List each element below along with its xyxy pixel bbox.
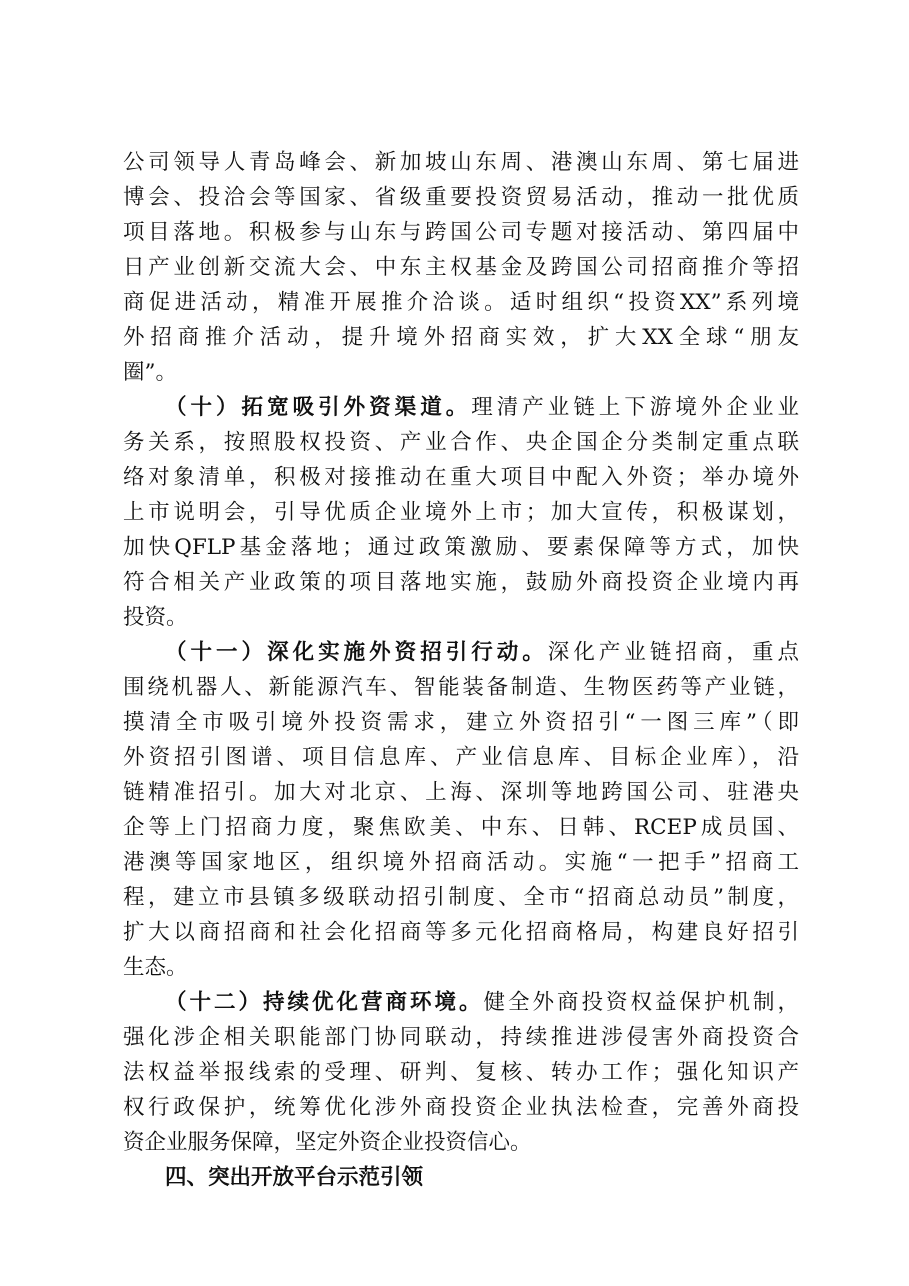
paragraph-line: 资企业服务保障，坚定外资企业投资信心。 (123, 1130, 532, 1155)
paragraph-line: 外招商推介活动，提升境外招商实效，扩大XX全球“朋友 (123, 325, 799, 350)
paragraph-line: 围绕机器人、新能源汽车、智能装备制造、生物医药等产业链， (123, 675, 799, 700)
section-10-first-line (165, 391, 799, 425)
paragraph-line: 务关系，按照股权投资、产业合作、央企国企分类制定重点联 (123, 430, 799, 455)
section-12-first-line-text: 健全外商投资权益保护机制， (483, 990, 799, 1015)
section-10-first-line-text: 理清产业链上下游境外企业业 (471, 395, 799, 420)
section-11-first-line (165, 636, 799, 670)
paragraph-line: 链精准招引。加大对北京、上海、深圳等地跨国公司、驻港央 (123, 780, 799, 805)
paragraph-line: 权行政保护，统筹优化涉外商投资企业执法检查，完善外商投 (123, 1095, 799, 1120)
section-11-heading: （十一）深化实施外资招引行动。 (165, 640, 548, 665)
paragraph-line: 外资招引图谱、项目信息库、产业信息库、目标企业库），沿 (123, 745, 799, 770)
section-12-heading: （十二）持续优化营商环境。 (165, 990, 484, 1015)
paragraph-line: 程，建立市县镇多级联动招引制度、全市“招商总动员”制度， (123, 885, 799, 910)
paragraph-line: 摸清全市吸引境外投资需求，建立外资招引“一图三库”（即 (123, 710, 799, 735)
paragraph-line: 博会、投洽会等国家、省级重要投资贸易活动，推动一批优质 (123, 185, 799, 210)
paragraph-line: 项目落地。积极参与山东与跨国公司专题对接活动、第四届中 (123, 220, 799, 245)
paragraph-line: 公司领导人青岛峰会、新加坡山东周、港澳山东周、第七届进 (123, 150, 799, 175)
section-11-first-line-text: 深化产业链招商，重点 (547, 640, 799, 665)
paragraph-line: 法权益举报线索的受理、研判、复核、转办工作；强化知识产 (123, 1060, 799, 1085)
paragraph-line: 港澳等国家地区，组织境外招商活动。实施“一把手”招商工 (123, 850, 799, 875)
paragraph-line: 商促进活动，精准开展推介洽谈。适时组织“投资XX”系列境 (123, 290, 799, 315)
paragraph-line: 企等上门招商力度，聚焦欧美、中东、日韩、RCEP成员国、 (123, 815, 799, 840)
paragraph-line: 符合相关产业政策的项目落地实施，鼓励外商投资企业境内再 (123, 570, 799, 595)
paragraph-line: 生态。 (123, 955, 188, 980)
paragraph-line: 上市说明会，引导优质企业境外上市；加大宣传，积极谋划， (123, 500, 799, 525)
paragraph-line: 投资。 (123, 605, 188, 630)
paragraph-line: 强化涉企相关职能部门协同联动，持续推进涉侵害外商投资合 (123, 1025, 799, 1050)
paragraph-line: 加快QFLP基金落地；通过政策激励、要素保障等方式，加快 (123, 535, 799, 560)
paragraph-line: 日产业创新交流大会、中东主权基金及跨国公司招商推介等招 (123, 255, 799, 280)
section-four-heading: 四、突出开放平台示范引领 (165, 1165, 424, 1190)
section-12-first-line (165, 986, 799, 1020)
paragraph-line: 络对象清单，积极对接推动在重大项目中配入外资；举办境外 (123, 465, 799, 490)
paragraph-line: 圈”。 (123, 360, 177, 385)
section-10-heading: （十）拓宽吸引外资渠道。 (165, 395, 472, 420)
paragraph-line: 扩大以商招商和社会化招商等多元化招商格局，构建良好招引 (123, 920, 799, 945)
